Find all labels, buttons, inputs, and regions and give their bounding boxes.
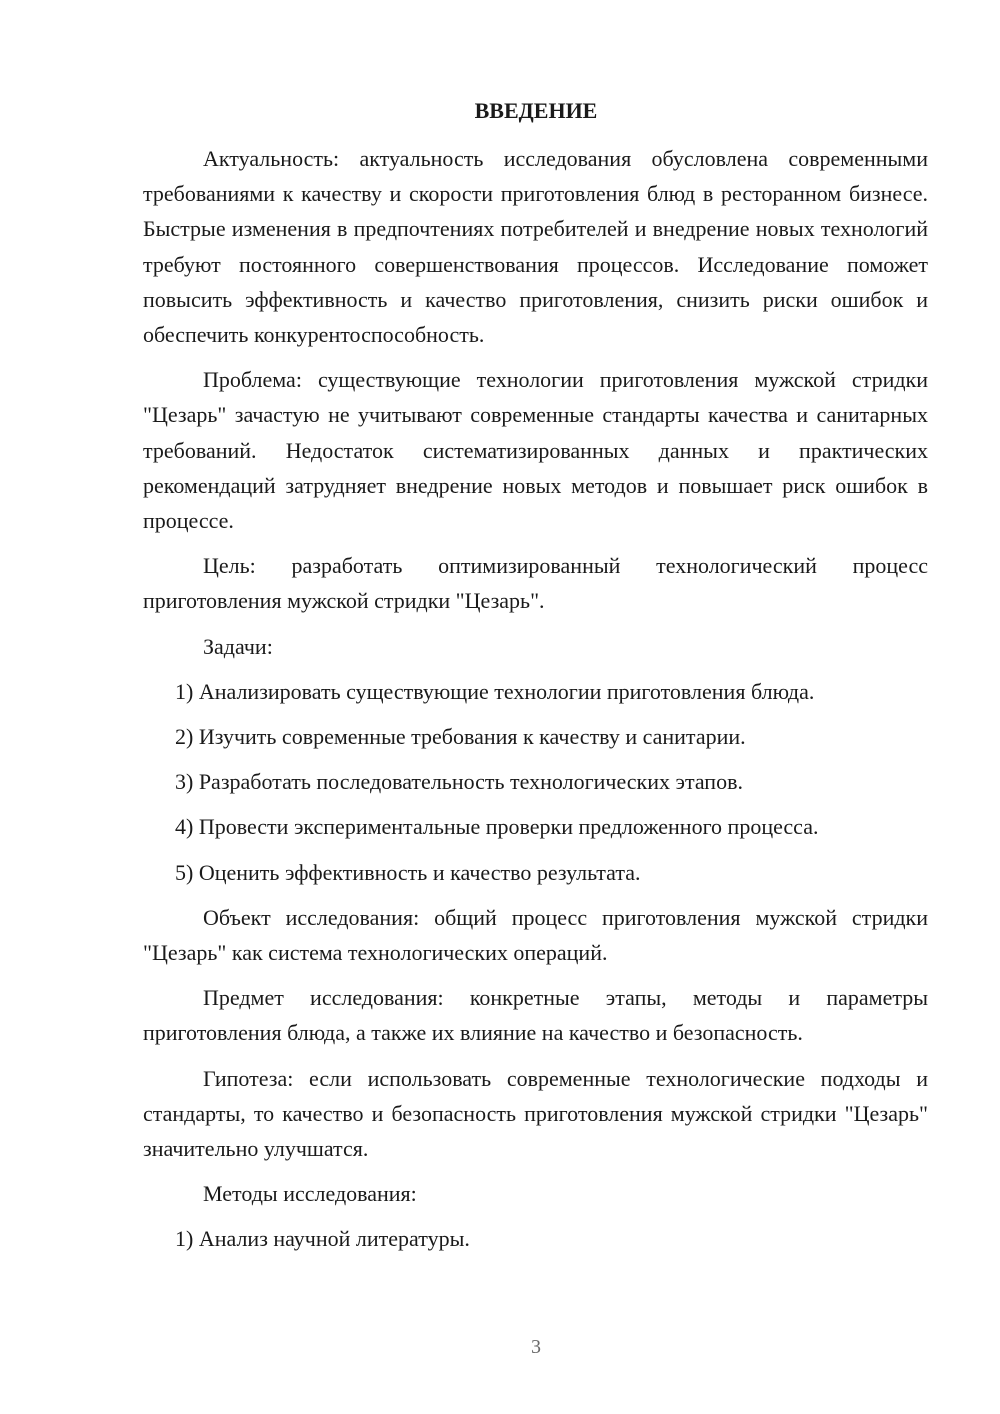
paragraph-subject: Предмет исследования: конкретные этапы, методы и параметры приготовления блюда, а также их влияние на качество и безопасность. — [143, 985, 928, 1046]
methods-heading: Методы исследования: — [203, 1181, 417, 1207]
paragraph-object: Объект исследования: общий процесс приготовления мужской стридки "Цезарь" как система технологических операций. — [143, 904, 928, 966]
paragraph-relevance: Актуальность: актуальность исследования обусловлена современными требованиями к качеству и скорости приготовления блюд в ресторанном бизнесе. Быстрые изменения в предпочтениях потребителей и внедрение новых технологий требуют постоянного совершенствования процессов. Исследование поможет повысить эффективность и качество приготовления, снизить риски ошибок и обеспечить конкурентоспособность. — [143, 146, 928, 348]
list-item-task: 5) Оценить эффективность и качество результата. — [175, 859, 641, 885]
list-item-task: 4) Провести экспериментальные проверки предложенного процесса. — [175, 814, 819, 840]
tasks-heading: Задачи: — [203, 633, 273, 659]
list-item-method: 1) Анализ научной литературы. — [175, 1226, 470, 1252]
list-item-task: 1) Анализировать существующие технологии приготовления блюда. — [175, 678, 815, 704]
paragraph-goal: Цель: разработать оптимизированный технологический процесс приготовления мужской стридки "Цезарь". — [143, 553, 928, 614]
document-body — [143, 141, 928, 1257]
page-title: ВВЕДЕНИЕ — [474, 98, 598, 123]
list-item-task: 3) Разработать последовательность технологических этапов. — [175, 769, 743, 795]
paragraph-hypothesis: Гипотеза: если использовать современные технологические подходы и стандарты, то качество и безопасность приготовления мужской стридки "Цезарь" значительно улучшатся. — [143, 1065, 928, 1162]
paragraph-problem: Проблема: существующие технологии приготовления мужской стридки "Цезарь" зачастую не учитывают современные стандарты качества и санитарных требований. Недостаток систематизированных данных и практических рекомендаций затрудняет внедрение новых методов и повышает риск ошибок в процессе. — [143, 367, 928, 534]
list-item-task: 2) Изучить современные требования к качеству и санитарии. — [175, 724, 746, 750]
page-number: 3 — [531, 1336, 541, 1358]
